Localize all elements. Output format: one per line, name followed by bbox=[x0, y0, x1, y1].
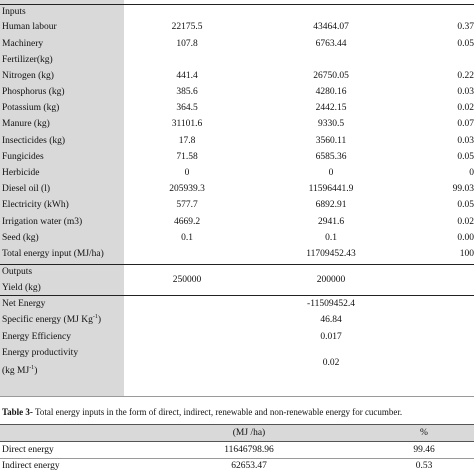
row-value-1: 31101.6 bbox=[171, 119, 203, 129]
row-value-3: 0.37 bbox=[457, 22, 474, 32]
table3-row-label: Direct energy bbox=[2, 445, 54, 455]
row-value-1: 364.5 bbox=[176, 103, 198, 113]
row-value-3: 0.02 bbox=[457, 217, 474, 227]
row-label: Insecticides (kg) bbox=[2, 136, 66, 146]
energy-productivity-exponent: -1 bbox=[29, 364, 35, 371]
table3-row-percent: 99.46 bbox=[413, 445, 435, 455]
row-value-3: 0 bbox=[469, 168, 474, 178]
row-value-1: 4669.2 bbox=[173, 217, 201, 227]
inputs-bottom-rule bbox=[0, 264, 474, 265]
row-label: Manure (kg) bbox=[2, 119, 50, 129]
row-value-1: 205939.3 bbox=[169, 184, 205, 194]
row-value-2: 3560.11 bbox=[315, 136, 347, 146]
row-label: Electricity (kWh) bbox=[2, 200, 69, 210]
energy-efficiency-label: Energy Efficiency bbox=[2, 332, 72, 342]
yield-label: Yield (kg) bbox=[2, 283, 41, 293]
row-value-1: 71.58 bbox=[176, 152, 198, 162]
row-label: Herbicide bbox=[2, 168, 40, 178]
row-value-2: 4280.16 bbox=[315, 87, 347, 97]
row-label: Diesel oil (l) bbox=[2, 184, 51, 194]
row-value-3: 0.03 bbox=[457, 87, 474, 97]
row-value-1: 385.6 bbox=[176, 87, 198, 97]
row-value-3: 0.05 bbox=[457, 152, 474, 162]
yield-value-1: 250000 bbox=[172, 275, 202, 285]
table3-header-percent: % bbox=[420, 428, 428, 438]
table3-row-mj: 62653.47 bbox=[231, 461, 267, 471]
row-value-2: 6892.91 bbox=[315, 200, 347, 210]
row-value-1: 17.8 bbox=[178, 136, 196, 146]
row-value-2: 11596441.9 bbox=[308, 184, 354, 194]
row-value-3: 0.07 bbox=[457, 119, 474, 129]
energy-productivity-unit-close: ) bbox=[34, 366, 38, 376]
row-label: Total energy input (MJ/ha) bbox=[2, 249, 104, 259]
row-value-1: 107.8 bbox=[176, 39, 198, 49]
row-label: Phosphorus (kg) bbox=[2, 87, 65, 97]
row-value-3: 100 bbox=[459, 249, 474, 259]
row-value-2: 2442.15 bbox=[315, 103, 347, 113]
row-label: Seed (kg) bbox=[2, 233, 39, 243]
row-value-1: 0.1 bbox=[181, 233, 193, 243]
energy-productivity-unit bbox=[2, 363, 37, 379]
row-value-2: 0.1 bbox=[325, 233, 337, 243]
specific-energy-label bbox=[2, 312, 101, 328]
table-top-rule bbox=[0, 4, 474, 5]
row-value-3: 0.00 bbox=[457, 233, 474, 243]
net-energy-label: Net Energy bbox=[2, 299, 46, 309]
row-label: Fertilizer(kg) bbox=[2, 55, 53, 65]
row-value-1: 441.4 bbox=[176, 71, 198, 81]
energy-efficiency-value: 0.017 bbox=[320, 332, 342, 342]
inputs-header: Inputs bbox=[2, 7, 26, 17]
table3-row-mj: 11646798.96 bbox=[224, 445, 274, 455]
energy-productivity-value: 0.02 bbox=[322, 358, 340, 368]
row-label: Fungicides bbox=[2, 152, 44, 162]
row-value-1: 0 bbox=[184, 168, 190, 178]
specific-energy-label-close: ) bbox=[97, 315, 102, 325]
row-value-2: 43464.07 bbox=[313, 22, 349, 32]
row-value-3: 0.05 bbox=[457, 39, 474, 49]
row-value-1: 577.7 bbox=[176, 200, 198, 210]
row-label: Nitrogen (kg) bbox=[2, 71, 54, 81]
specific-energy-value: 46.84 bbox=[320, 315, 342, 325]
table3-header-mj: (MJ /ha) bbox=[232, 428, 266, 438]
table-bottom-rule bbox=[0, 396, 474, 397]
table3-caption bbox=[2, 406, 402, 418]
row-value-1: 22175.5 bbox=[171, 22, 203, 32]
row-value-2: 6763.44 bbox=[315, 39, 347, 49]
table3-caption-text: Total energy inputs in the form of direct, indirect, renewable and non-renewable energy for cucumber. bbox=[32, 407, 403, 417]
yield-value-2: 200000 bbox=[316, 275, 346, 285]
net-energy-value: -11509452.4 bbox=[307, 299, 355, 309]
row-value-2: 11709452.43 bbox=[306, 249, 356, 259]
row-value-3: 0.05 bbox=[457, 200, 474, 210]
row-label: Machinery bbox=[2, 39, 44, 49]
row-value-3: 0.03 bbox=[457, 136, 474, 146]
row-value-2: 6585.36 bbox=[315, 152, 347, 162]
table3-row-percent: 0.53 bbox=[415, 461, 433, 471]
energy-productivity-unit-text: (kg MJ bbox=[2, 366, 30, 376]
row-value-3: 0.02 bbox=[457, 103, 474, 113]
row-value-2: 26750.05 bbox=[313, 71, 349, 81]
row-label: Human labour bbox=[2, 22, 57, 32]
table3-caption-label: Table 3- bbox=[2, 407, 33, 417]
specific-energy-exponent: -1 bbox=[92, 313, 98, 320]
row-value-3: 0.22 bbox=[457, 71, 474, 81]
row-value-2: 0 bbox=[328, 168, 334, 178]
specific-energy-label-text: Specific energy (MJ Kg bbox=[2, 315, 93, 325]
table3-row-label: Indirect energy bbox=[2, 461, 60, 471]
energy-productivity-label: Energy productivity bbox=[2, 348, 79, 358]
outputs-header: Outputs bbox=[2, 267, 33, 277]
row-value-3: 99.03 bbox=[452, 184, 474, 194]
row-label: Potassium (kg) bbox=[2, 103, 60, 113]
row-value-2: 2941.6 bbox=[317, 217, 345, 227]
row-label: Irrigation water (m3) bbox=[2, 217, 83, 227]
row-value-2: 9330.5 bbox=[317, 119, 345, 129]
